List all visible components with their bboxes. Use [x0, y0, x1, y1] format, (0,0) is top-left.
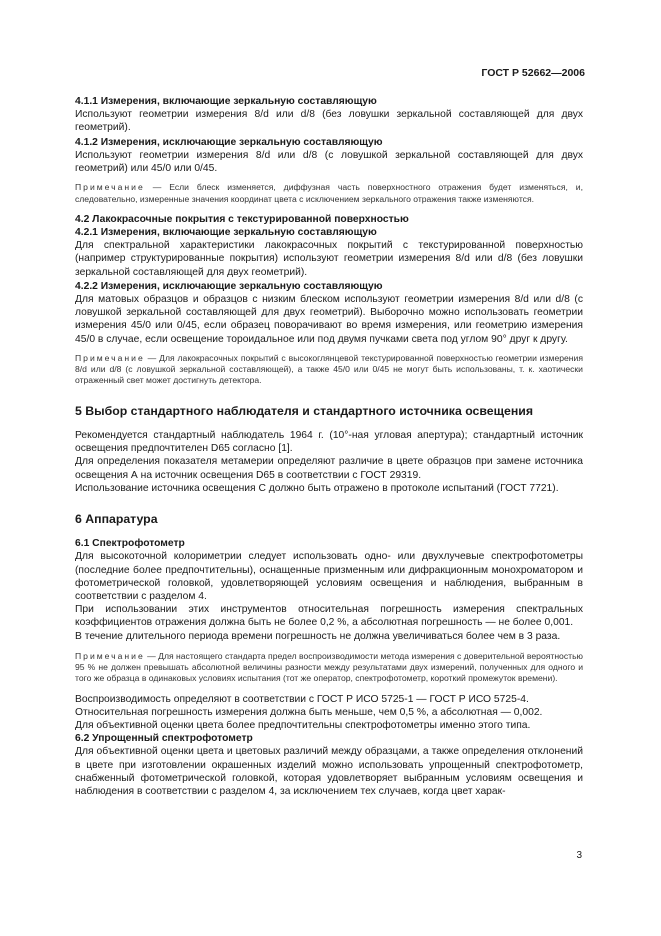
note-3: [75, 651, 583, 685]
heading-4-2: 4.2 Лакокрасочные покрытия с текстурированной поверхностью: [75, 213, 409, 225]
note-1: [75, 182, 583, 205]
note-2: [75, 353, 583, 387]
paragraph-6-2-1: Для объективной оценки цвета и цветовых различий между образцами, а также определения отклонений в цвете при изготовлении окрашенных изделий можно использовать упрощенный спектрофотометр, снабженный фотометрической головкой, которая удовлетворяет выбранным условиям освещения и наблюдения в соответствии с разделом 4, за исключением тех случаев, когда цвет харак-: [75, 746, 583, 798]
paragraph-4-1-1: Используют геометрии измерения 8/d или d/8 (без ловушки зеркальной составляющей для двух геометрий).: [75, 109, 583, 134]
note-text: — Если блеск изменяется, диффузная часть поверхностного отражения будет изменяться, и, следовательно, измеренные значения координат цвета с исключением зеркального отражения также изменяются.: [75, 182, 583, 204]
paragraph-6-1-3: В течение длительного периода времени погрешность не должна увеличиваться более чем в 3 раза.: [75, 630, 561, 642]
note-text: — Для настоящего стандарта предел воспроизводимости метода измерения с доверительной вероятностью 95 % не должен превышать абсолютной величины разности между результатами двух измерений, полученных для одного и того же образца в одинаковых условиях испытания (тот же оператор, спектрофотометр, короткий промежуток времени).: [75, 650, 583, 684]
note-label: Примечание: [75, 182, 145, 193]
heading-6-2: 6.2 Упрощенный спектрофотометр: [75, 733, 253, 745]
page-content: [75, 95, 583, 798]
section-6-title: 6 Аппаратура: [75, 511, 158, 526]
paragraph-5-2: Для определения показателя метамерии определяют различие в цвете образцов при замене источника освещения А на источник освещения D65 в соответствии с ГОСТ 29319.: [75, 456, 583, 481]
paragraph-4-1-2: Используют геометрии измерения 8/d или d/8 (с ловушкой зеркальной составляющей для двух геометрий) или 45/0 или 0/45.: [75, 149, 583, 175]
paragraph-6-1-1: Для высокоточной колориметрии следует использовать одно- или двухлучевые спектрофотометры (последние более предпочтительны), оснащенные призменным или дифракционным монохроматором и фотометрической головкой, удовлетворяющей условиям освещения и наблюдения, выбранным в соответствии с разделом 4.: [75, 551, 583, 602]
paragraph-6-1-4: Воспроизводимость определяют в соответствии с ГОСТ Р ИСО 5725-1 — ГОСТ Р ИСО 5725-4.: [75, 693, 529, 705]
heading-4-1-2: 4.1.2 Измерения, исключающие зеркальную составляющую: [75, 136, 383, 148]
page-number: 3: [576, 850, 582, 861]
paragraph-6-1-5: Относительная погрешность измерения должна быть меньше, чем 0,5 %, а абсолютная — 0,002.: [75, 706, 543, 718]
paragraph-6-1-2: При использовании этих инструментов относительная погрешность измерения спектральных коэффициентов отражения должна быть не более 0,2 %, а абсолютная погрешность — не более 0,001.: [75, 604, 583, 629]
note-label: Примечание: [75, 650, 145, 661]
note-label: Примечание: [75, 352, 145, 363]
paragraph-4-2-1: Для спектральной характеристики лакокрасочных покрытий с текстурированной поверхностью (например структурированные покрытия) используют геометрии измерения 8/d или d/8 (без ловушки зеркальной составляющей для двух геометрий).: [75, 240, 583, 278]
standard-header: ГОСТ Р 52662—2006: [481, 67, 585, 79]
heading-4-2-2: 4.2.2 Измерения, исключающие зеркальную составляющую: [75, 280, 383, 292]
section-5-title: 5 Выбор стандартного наблюдателя и стандартного источника освещения: [75, 403, 534, 418]
paragraph-5-3: Использование источника освещения С должно быть отражено в протоколе испытаний (ГОСТ 7721).: [75, 482, 559, 494]
paragraph-5-1: Рекомендуется стандартный наблюдатель 1964 г. (10°-ная угловая апертура); стандартный источник освещения предпочтителен D65 согласно [1].: [75, 429, 583, 455]
paragraph-6-1-6: Для объективной оценки цвета более предпочтительны спектрофотометры именно этого типа.: [75, 720, 531, 732]
heading-4-2-1: 4.2.1 Измерения, включающие зеркальную составляющую: [75, 227, 377, 239]
heading-6-1: 6.1 Спектрофотометр: [75, 538, 185, 550]
heading-4-1-1: 4.1.1 Измерения, включающие зеркальную составляющую: [75, 96, 377, 107]
note-text: — Для лакокрасочных покрытий с высокоглянцевой текстурированной поверхностью геометрии измерения 8/d или d/8 (с ловушкой зеркальной составляющей), а также 45/0 или 0/45 не могут быть использованы, т. к. хаотически отраженный свет может достигнуть детектора.: [75, 352, 583, 386]
paragraph-4-2-2: Для матовых образцов и образцов с низким блеском используют геометрии измерения 8/d или d/8 (с ловушкой зеркальной составляющей для двух геометрий). Выборочно можно использовать геометрии измерения 45/0 или 0/45, если образец поворачивают во время измерения, или геометрию измерения 45/0 в случае, если освещение тороидальное или под двумя пучками света под углом 90° друг к другу.: [75, 294, 583, 345]
